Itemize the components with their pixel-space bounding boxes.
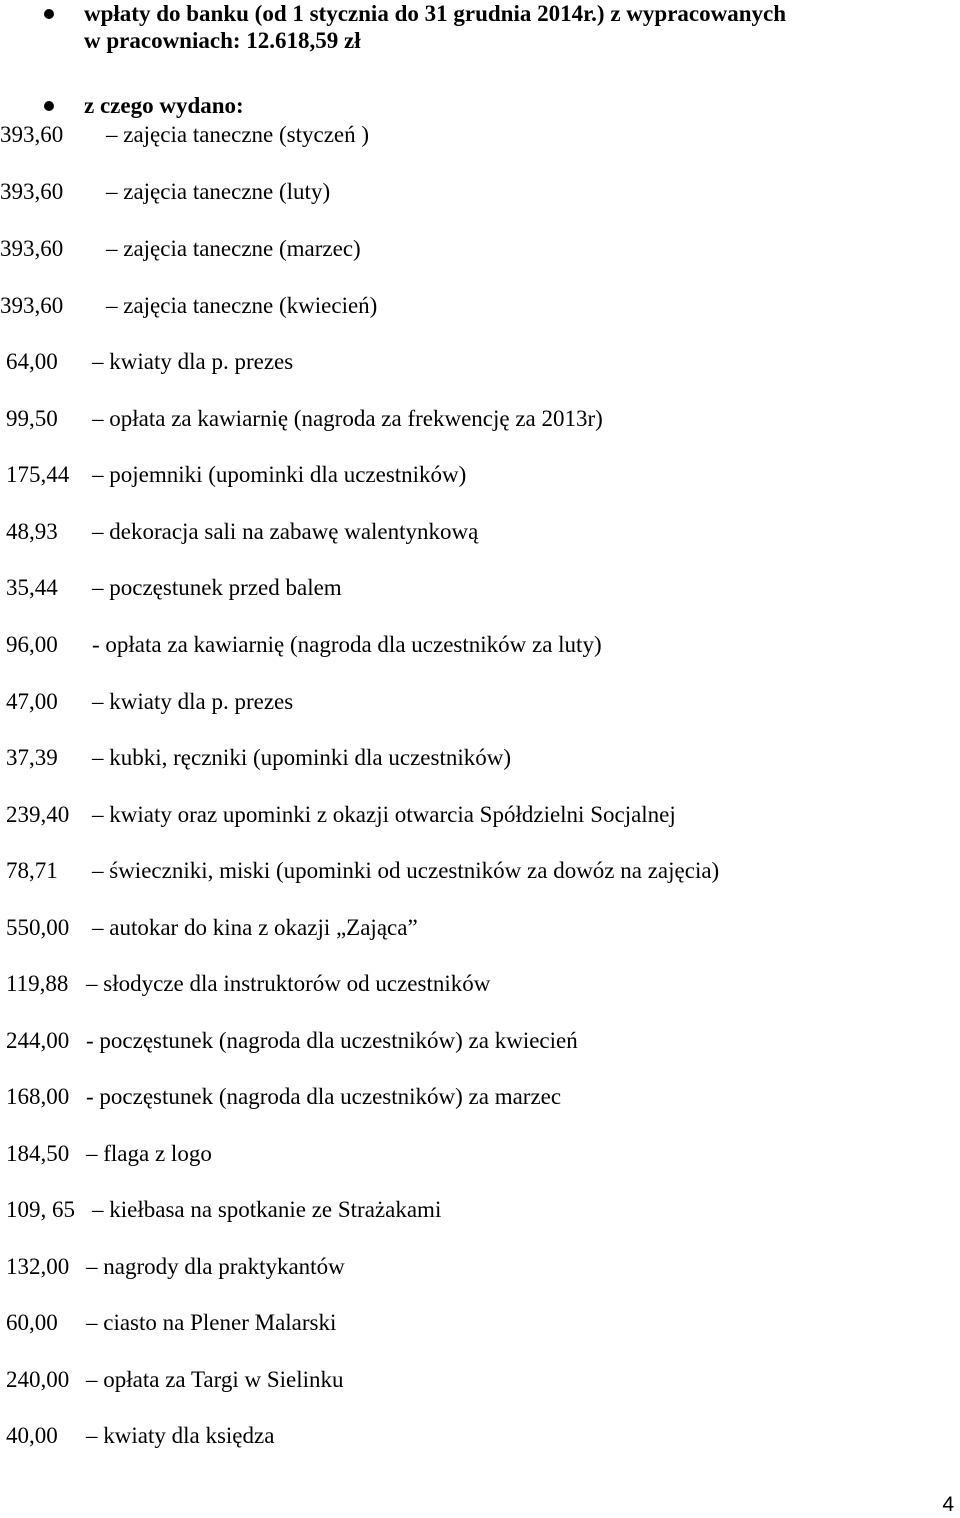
item-description: – autokar do kina z okazji „Zająca” [92,915,418,940]
item-amount: 99,50 [6,406,58,431]
item-description: – ciasto na Plener Malarski [86,1310,337,1335]
bullet-dot [44,9,54,19]
item-description: – dekoracja sali na zabawę walentynkową [92,519,479,544]
item-description: - opłata za kawiarnię (nagroda dla uczestników za luty) [92,632,602,657]
item-amount: 40,00 [6,1423,58,1448]
item-amount: 393,60 [0,236,64,261]
item-amount: 109, 65 [6,1197,75,1222]
item-amount: 184,50 [6,1141,70,1166]
item-amount: 393,60 [0,179,64,204]
item-description: – kwiaty dla p. prezes [92,689,294,714]
item-description: – kwiaty oraz upominki z okazji otwarcia Spółdzielni Socjalnej [92,802,676,827]
item-amount: 60,00 [6,1310,58,1335]
item-amount: 393,60 [0,122,64,147]
item-amount: 35,44 [6,575,58,600]
item-amount: 37,39 [6,745,58,770]
item-amount: 96,00 [6,632,58,657]
item-amount: 119,88 [6,971,69,996]
item-description: – pojemniki (upominki dla uczestników) [92,462,467,487]
item-description: – opłata za kawiarnię (nagroda za frekwencję za 2013r) [92,406,603,431]
item-amount: 240,00 [6,1367,70,1392]
item-description: - poczęstunek (nagroda dla uczestników) za kwiecień [86,1028,578,1053]
item-description: – opłata za Targi w Sielinku [86,1367,344,1392]
bullet-text [84,92,244,119]
item-description: – kwiaty dla p. prezes [92,349,294,374]
bullet-text [84,0,786,54]
item-description: – zajęcia taneczne (luty) [106,179,331,204]
item-amount: 244,00 [6,1028,70,1053]
item-description: – zajęcia taneczne (kwiecień) [106,293,378,318]
item-amount: 550,00 [6,915,70,940]
item-amount: 175,44 [6,462,70,487]
bullet-dot [44,101,54,111]
bullet-line-1: wpłaty do banku (od 1 stycznia do 31 grudnia 2014r.) z wypracowanych [84,1,787,26]
item-description: – kiełbasa na spotkanie ze Strażakami [92,1197,442,1222]
item-description: – zajęcia taneczne (styczeń ) [106,122,370,147]
item-description: – świeczniki, miski (upominki od uczestników za dowóz na zajęcia) [92,858,720,883]
item-amount: 48,93 [6,519,58,544]
item-description: – kwiaty dla księdza [86,1423,275,1448]
item-amount: 64,00 [6,349,58,374]
item-amount: 47,00 [6,689,58,714]
item-description: – kubki, ręczniki (upominki dla uczestników) [92,745,512,770]
item-description: – poczęstunek przed balem [92,575,342,600]
item-amount: 132,00 [6,1254,70,1279]
item-amount: 239,40 [6,802,70,827]
item-description: – nagrody dla praktykantów [86,1254,345,1279]
bullet-line-1: z czego wydano: [84,93,244,118]
item-description: – flaga z logo [86,1141,212,1166]
item-description: – zajęcia taneczne (marzec) [106,236,361,261]
item-amount: 393,60 [0,293,64,318]
item-description: – słodycze dla instruktorów od uczestników [86,971,491,996]
bullet-line-2: w pracowniach: 12.618,59 zł [84,28,361,53]
item-amount: 78,71 [6,858,58,883]
page-number: 4 [942,1493,954,1516]
item-description: - poczęstunek (nagroda dla uczestników) za marzec [86,1084,562,1109]
item-amount: 168,00 [6,1084,70,1109]
